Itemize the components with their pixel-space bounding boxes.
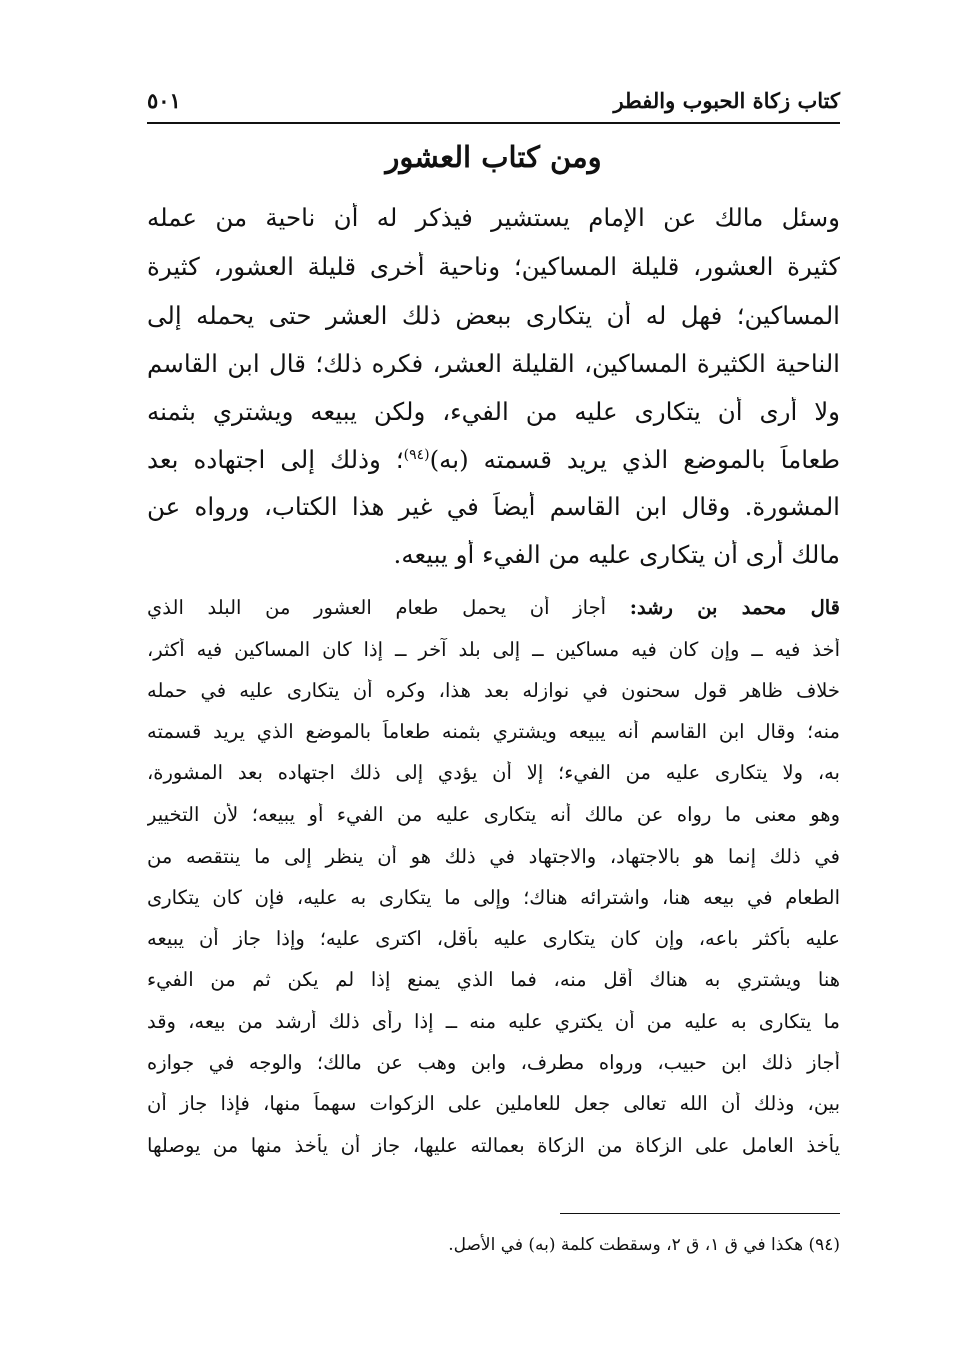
header-rule bbox=[147, 122, 840, 124]
text-line: بين، وذلك أن الله تعالى جعل للعاملين على الزكوات سهماً منها، فإذا جاز أن bbox=[147, 1092, 840, 1115]
text-line: الطعام في بيعه هنا، واشترائه هناك؛ وإلى ما يتكارى به عليه، فإن كان يتكارى bbox=[147, 886, 840, 909]
text-line: هنا ويشتري به هناك أقل منه، فما الذي يمنع إذا لم يكن ثم من الفيء bbox=[147, 968, 840, 991]
text-line: المساكين؛ فهل له أن يتكارى ببعض ذلك العشر حتى يحمله إلى bbox=[147, 301, 840, 330]
page-header bbox=[147, 88, 840, 122]
running-title: كتاب زكاة الحبوب والفطر bbox=[613, 88, 840, 113]
text-segment: أجاز أن يحمل طعام العشور من البلد الذي bbox=[147, 596, 630, 619]
footnote-rule bbox=[560, 1213, 840, 1214]
text-segment: ؛ وذلك إلى اجتهاده بعد bbox=[147, 445, 404, 474]
text-line: يأخذ العامل على الزكاة من الزكاة بعمالته عليها، جاز أن يأخذ منها من يوصلها bbox=[147, 1134, 840, 1157]
text-line: أخذ فيه ــ وإن كان فيه مساكين ــ إلى بلد آخر ــ إذا كان المساكين فيه أكثر، bbox=[147, 638, 840, 661]
text-line: المشورة. وقال ابن القاسم أيضاً في غير هذا الكتاب، ورواه عن bbox=[147, 492, 840, 521]
text-line: عليه بأكثر باعه، وإن كان يتكارى عليه بأقل، اكترى عليه؛ وإذا جاز أن يبيعه bbox=[147, 927, 840, 950]
text-line: وهو معنى ما رواه عن مالك أنه يتكارى عليه من الفيء أو يبيعه؛ لأن التخيير bbox=[147, 803, 840, 826]
page-number: ٥٠١ bbox=[147, 88, 181, 113]
text-line-with-footnote bbox=[147, 445, 840, 474]
text-line: الناحية الكثيرة المساكين، القليلة العشر، فكره ذلك؛ قال ابن القاسم bbox=[147, 349, 840, 378]
text-line: خلاف ظاهر قول سحنون في نوازله بعد هذا، وكره أن يتكارى عليه في حمله bbox=[147, 679, 840, 702]
text-line: ولا أرى أن يتكارى عليه من الفيء، ولكن يبيعه ويشتري بثمنه bbox=[147, 397, 840, 426]
text-segment: طعاماً بالموضع الذي يريد قسمته (به) bbox=[429, 445, 840, 474]
text-line: في ذلك إنما هو بالاجتهاد، والاجتهاد في ذلك هو أن ينظر إلى ما ينتقصه من bbox=[147, 845, 840, 868]
text-line: به، ولا يتكارى عليه من الفيء؛ إلا أن يؤدي إلى ذلك اجتهاده بعد المشورة، bbox=[147, 761, 840, 784]
footnote: (٩٤) هكذا في ق ١، ق ٢، وسقطت كلمة (به) في الأصل. bbox=[448, 1235, 840, 1255]
text-line-with-lead bbox=[147, 596, 840, 619]
commentator-lead: قال محمد بن رشد: bbox=[629, 596, 840, 619]
text-line: ما يتكارى به عليه من أن يكتري عليه منه ــ إذا رأى ذلك أرشد من بيعه، وقد bbox=[147, 1010, 840, 1033]
footnote-reference: (٩٤) bbox=[403, 446, 430, 463]
text-line: منه؛ وقال ابن القاسم أنه يبيعه ويشتري بثمنه طعاماً بالموضع الذي يريد قسمته bbox=[147, 720, 840, 743]
chapter-title: ومن كتاب العشور bbox=[385, 140, 602, 174]
text-line: وسئل مالك عن الإمام يستشير فيذكر له أن ناحية من عمله bbox=[147, 203, 840, 232]
text-line: كثيرة العشور، قليلة المساكين؛ وناحية أخرى قليلة العشور، كثيرة bbox=[147, 252, 840, 281]
text-line: أجاز ذلك ابن حبيب، ورواه مطرف، وابن وهب عن مالك؛ والوجه في جوازه bbox=[147, 1051, 840, 1074]
text-line: مالك أرى أن يتكارى عليه من الفيء أو يبيعه. bbox=[393, 540, 840, 569]
